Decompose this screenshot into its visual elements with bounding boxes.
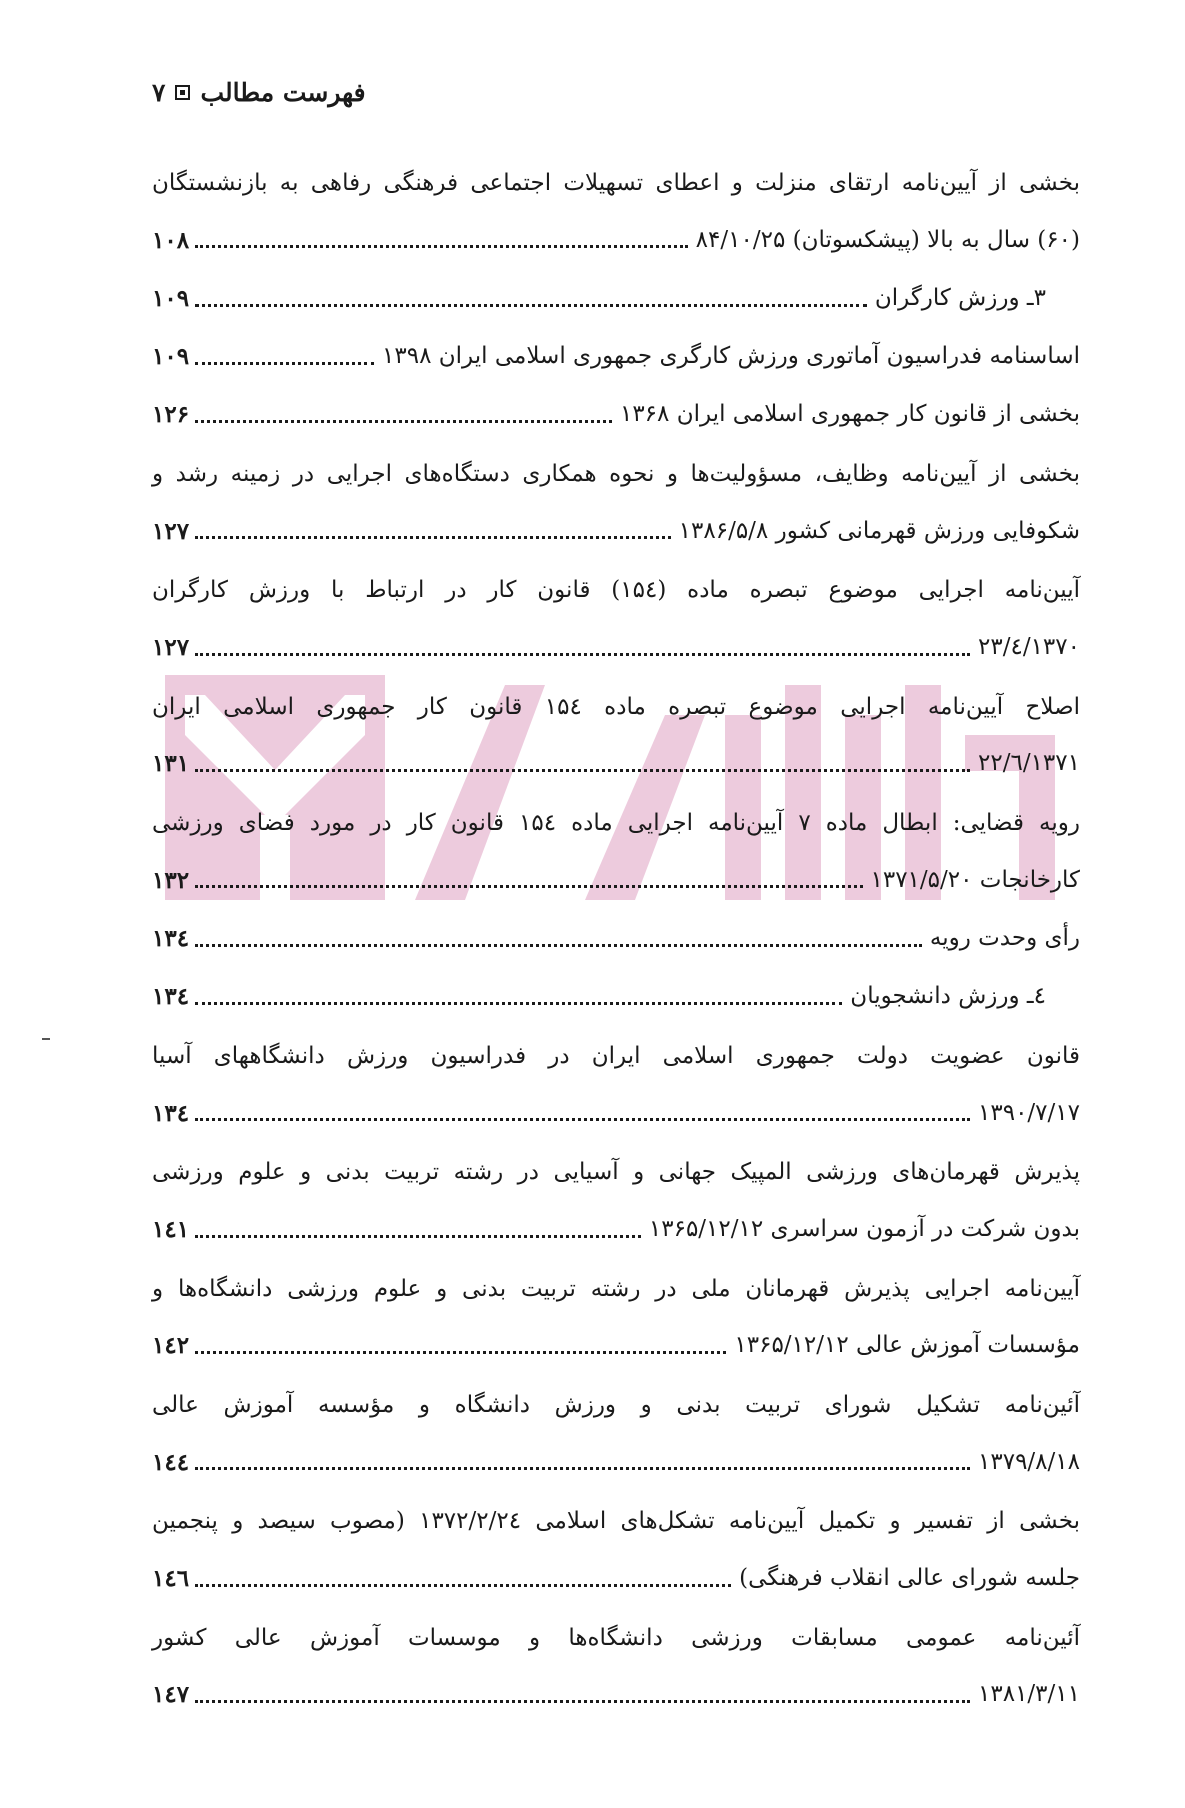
toc-page-number: ۱۳٤ xyxy=(152,983,190,1011)
toc-entry-row xyxy=(152,381,1080,439)
toc-entry-continuation xyxy=(152,788,1080,846)
page-header xyxy=(152,78,366,107)
toc-page-number: ۱٤۱ xyxy=(152,1215,190,1243)
dot-leader xyxy=(195,885,862,888)
toc-entry-text: ٤ـ ورزش دانشجویان xyxy=(850,983,1046,1010)
toc-entry-text: آئین‌نامه عمومی مسابقات ورزشی دانشگاه‌ها و موسسات آموزش عالی کشور xyxy=(152,1624,1080,1651)
dot-leader xyxy=(195,769,970,772)
toc-entry-text: اصلاح آیین‌نامه اجرایی موضوع تبصره ماده ۱۵٤ قانون کار جمهوری اسلامی ایران xyxy=(152,693,1080,720)
toc-page-number: ۱٤۷ xyxy=(152,1681,190,1709)
toc-entry-text: جلسه شورای عالی انقلاب فرهنگی) xyxy=(739,1565,1080,1592)
toc-entry-row xyxy=(152,206,1080,264)
toc-entry-continuation xyxy=(152,1370,1080,1428)
toc-entry-text: آئین‌نامه تشکیل شورای تربیت بدنی و ورزش دانشگاه و مؤسسه آموزش عالی xyxy=(152,1391,1080,1418)
toc-entry-text: آیین‌نامه اجرایی موضوع تبصره ماده (۱۵٤) قانون کار در ارتباط با ورزش کارگران xyxy=(152,577,1081,604)
toc-page-number: ۱٤٦ xyxy=(152,1565,190,1593)
toc-entry-text: کارخانجات ۱۳۷۱/۵/۲۰ xyxy=(870,866,1080,893)
toc-entry-row xyxy=(152,497,1080,555)
dot-leader xyxy=(195,1467,970,1470)
page-number: ۷ xyxy=(152,78,166,107)
toc-page-number: ۱۲۷ xyxy=(152,517,190,545)
toc-entry-text: قانون عضویت دولت جمهوری اسلامی ایران در فدراسیون ورزش دانشگاههای آسیا xyxy=(152,1042,1080,1069)
toc-entry-text: پذیرش قهرمان‌های ورزشی المپیک جهانی و آسیایی در رشته تربیت بدنی و علوم ورزشی xyxy=(152,1159,1080,1186)
toc-entry-text: ۱۳۷۰/٤/۲۳ xyxy=(978,634,1080,661)
toc-entry-continuation xyxy=(152,672,1080,730)
toc-entry-text: بدون شرکت در آزمون سراسری ۱۳۶۵/۱۲/۱۲ xyxy=(648,1215,1080,1242)
dot-leader xyxy=(195,1118,970,1121)
dot-leader xyxy=(195,1700,970,1703)
toc-entry-row xyxy=(152,730,1080,788)
toc-page-number: ۱٤۲ xyxy=(152,1332,190,1360)
toc-page-number: ۱۰۸ xyxy=(152,226,190,254)
dot-leader xyxy=(195,653,970,656)
table-of-contents xyxy=(152,148,1080,1719)
toc-entry-continuation xyxy=(152,1254,1080,1312)
toc-entry-row xyxy=(152,904,1080,962)
toc-entry-text: ۳ـ ورزش کارگران xyxy=(874,284,1046,311)
toc-entry-row xyxy=(152,1661,1080,1719)
toc-entry-text: بخشی از تفسیر و تکمیل آیین‌نامه تشکل‌های اسلامی ۱۳۷۲/۲/۲٤ (مصوب سیصد و پنجمین xyxy=(152,1508,1080,1535)
margin-mark xyxy=(42,1038,50,1040)
toc-entry-text: رویه قضایی: ابطال ماده ۷ آیین‌نامه اجرایی ماده ۱۵٤ قانون کار در مورد فضای ورزشی xyxy=(152,810,1080,837)
toc-page-number: ۱۳۲ xyxy=(152,866,190,894)
toc-page-number: ۱۳٤ xyxy=(152,1099,190,1127)
toc-entry-continuation xyxy=(152,555,1080,613)
square-bullet-icon xyxy=(175,85,190,100)
toc-entry-text: رأی وحدت رویه xyxy=(929,925,1080,952)
dot-leader xyxy=(195,362,374,365)
toc-page-number: ۱۰۹ xyxy=(152,343,190,371)
dot-leader xyxy=(195,304,867,307)
toc-page-number: ۱۲۶ xyxy=(152,401,190,429)
toc-entry-continuation xyxy=(152,439,1080,497)
dot-leader xyxy=(195,1002,842,1005)
dot-leader xyxy=(195,245,688,248)
page-title: فهرست مطالب xyxy=(200,78,366,107)
toc-entry-text: آیین‌نامه اجرایی پذیرش قهرمانان ملی در رشته تربیت بدنی و علوم ورزشی دانشگاه‌ها و xyxy=(152,1275,1080,1302)
toc-entry-row xyxy=(152,614,1080,672)
toc-entry-text: ۱۳۷۱/٦/۲۲ xyxy=(978,750,1080,777)
dot-leader xyxy=(195,1584,731,1587)
toc-page-number: ۱٤٤ xyxy=(152,1448,190,1476)
dot-leader xyxy=(195,944,922,947)
dot-leader xyxy=(195,536,671,539)
toc-entry-text: ۱۳۸۱/۳/۱۱ xyxy=(978,1681,1080,1708)
dot-leader xyxy=(195,1235,641,1238)
toc-entry-text: مؤسسات آموزش عالی ۱۳۶۵/۱۲/۱۲ xyxy=(734,1332,1080,1359)
toc-entry-continuation xyxy=(152,148,1080,206)
toc-entry-row xyxy=(152,1195,1080,1253)
toc-entry-row xyxy=(152,1545,1080,1603)
toc-entry-row xyxy=(152,1312,1080,1370)
toc-entry-text: اساسنامه فدراسیون آماتوری ورزش کارگری جمهوری اسلامی ایران ۱۳۹۸ xyxy=(382,343,1080,370)
toc-entry-row xyxy=(152,323,1080,381)
dot-leader xyxy=(195,1351,726,1354)
toc-entry-text: شکوفایی ورزش قهرمانی کشور ۱۳۸۶/۵/۸ xyxy=(678,517,1080,544)
toc-entry-row xyxy=(152,1428,1080,1486)
toc-page-number: ۱۳۱ xyxy=(152,750,190,778)
toc-entry-text: بخشی از آیین‌نامه وظایف، مسؤولیت‌ها و نحوه همکاری دستگاه‌های اجرایی در زمینه رشد و xyxy=(152,460,1080,487)
toc-page-number: ۱۰۹ xyxy=(152,284,190,312)
toc-entry-row xyxy=(152,1079,1080,1137)
toc-entry-continuation xyxy=(152,1603,1080,1661)
toc-entry-continuation xyxy=(152,1486,1080,1544)
toc-entry-continuation xyxy=(152,1021,1080,1079)
toc-entry-text: ۱۳۷۹/۸/۱۸ xyxy=(978,1448,1080,1475)
toc-entry-row xyxy=(152,963,1080,1021)
toc-entry-text: بخشی از آیین‌نامه ارتقای منزلت و اعطای تسهیلات اجتماعی فرهنگی رفاهی به بازنشستگان xyxy=(152,170,1080,196)
toc-entry-row xyxy=(152,846,1080,904)
toc-page-number: ۱۳٤ xyxy=(152,925,190,953)
toc-entry-continuation xyxy=(152,1137,1080,1195)
toc-page-number: ۱۲۷ xyxy=(152,634,190,662)
toc-entry-row xyxy=(152,264,1080,322)
dot-leader xyxy=(195,420,612,423)
toc-entry-text: بخشی از قانون کار جمهوری اسلامی ایران ۱۳۶۸ xyxy=(619,401,1080,428)
toc-entry-text: (۶۰) سال به بالا (پیشکسوتان) ۸۴/۱۰/۲۵ xyxy=(695,226,1080,253)
toc-entry-text: ۱۳۹۰/۷/۱۷ xyxy=(978,1099,1080,1126)
